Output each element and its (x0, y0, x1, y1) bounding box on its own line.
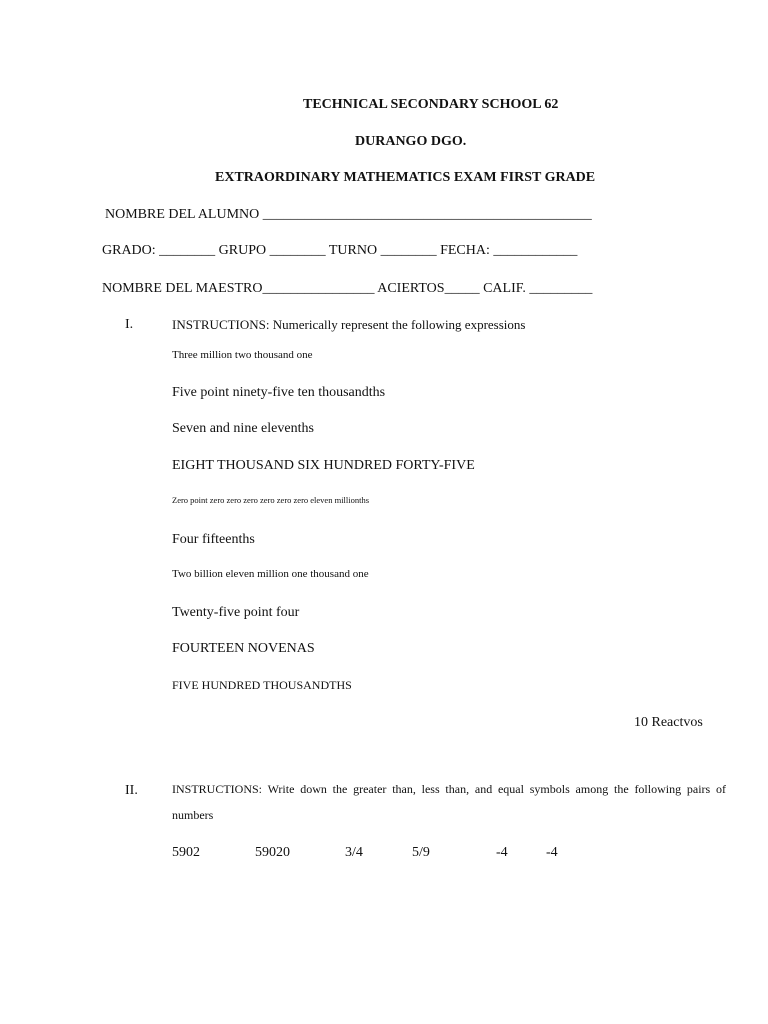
number-pair-value: 5/9 (412, 845, 430, 860)
section-2-numeral: II. (125, 783, 138, 798)
list-item: Twenty-five point four (172, 605, 300, 620)
school-name: TECHNICAL SECONDARY SCHOOL 62 (303, 97, 559, 112)
exam-title: EXTRAORDINARY MATHEMATICS EXAM FIRST GRADE (215, 170, 596, 185)
list-item: Seven and nine elevenths (172, 421, 314, 436)
list-item: FOURTEEN NOVENAS (172, 641, 315, 656)
grade-group-line: GRADO: ________ GRUPO ________ TURNO ________ FECHA: ____________ (102, 243, 578, 258)
number-pair-value: -4 (546, 845, 558, 860)
list-item: Five point ninety-five ten thousandths (172, 385, 386, 400)
list-item: FIVE HUNDRED THOUSANDTHS (172, 678, 352, 692)
section-2-instructions-continued: numbers (172, 808, 214, 822)
list-item: Four fifteenths (172, 532, 255, 547)
section-1-instructions: INSTRUCTIONS: Numerically represent the following expressions (172, 317, 526, 332)
list-item: Three million two thousand one (172, 349, 313, 361)
number-pair-value: -4 (496, 845, 508, 860)
student-name-line: NOMBRE DEL ALUMNO _______________________________________________ (105, 207, 592, 222)
section-1-numeral: I. (125, 317, 134, 332)
number-pair-value: 5902 (172, 845, 200, 860)
list-item: Zero point zero zero zero zero zero zero eleven millionths (172, 495, 370, 505)
section-2-instructions: INSTRUCTIONS: Write down the greater than, less than, and equal symbols among the following pairs of (172, 782, 726, 796)
list-item: Two billion eleven million one thousand one (172, 568, 369, 580)
reactivos-count: 10 Reactvos (634, 715, 703, 730)
number-pair-value: 59020 (255, 845, 290, 860)
city-name: DURANGO DGO. (355, 134, 467, 149)
list-item: EIGHT THOUSAND SIX HUNDRED FORTY-FIVE (172, 458, 475, 473)
teacher-score-line: NOMBRE DEL MAESTRO________________ ACIERTOS_____ CALIF. _________ (102, 281, 593, 296)
number-pair-value: 3/4 (345, 845, 363, 860)
